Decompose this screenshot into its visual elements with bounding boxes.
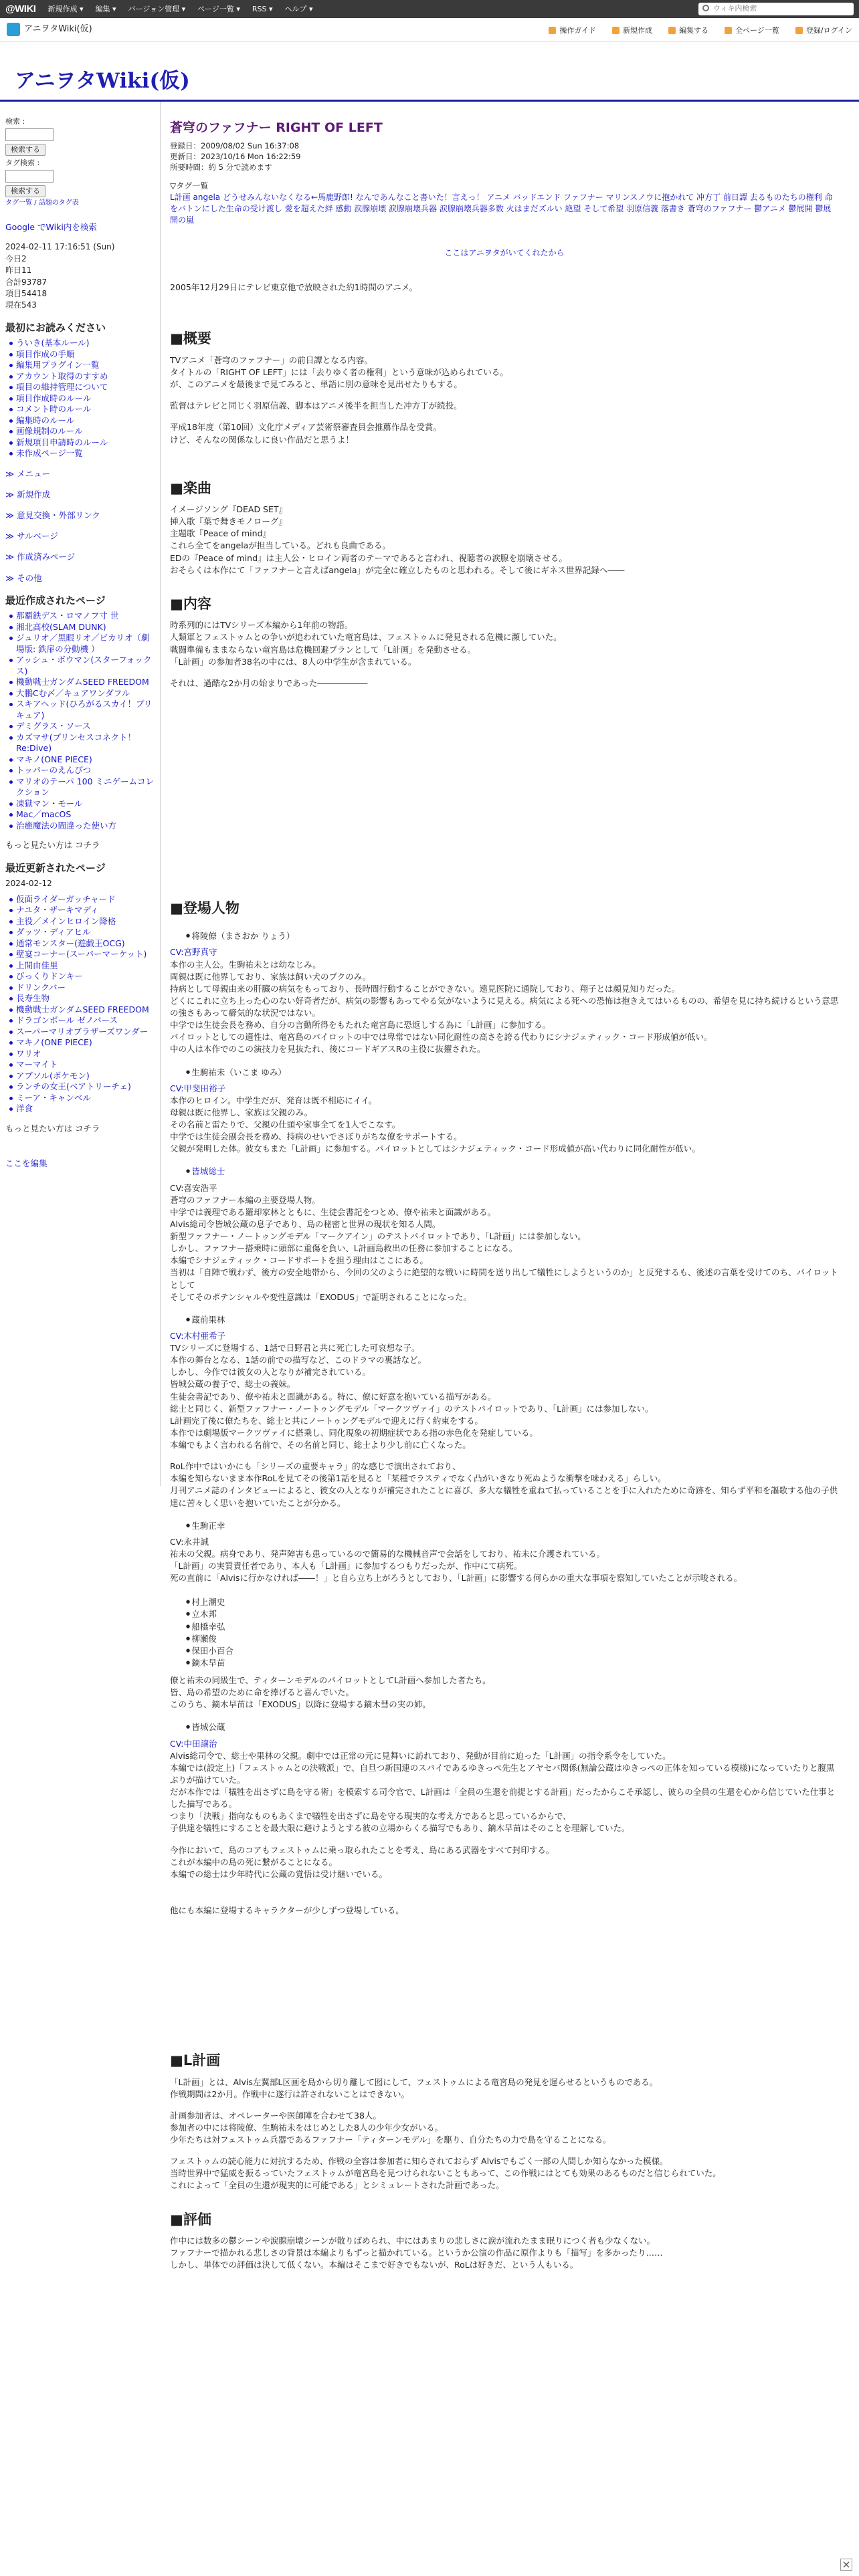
section-heading-overview: ■ 概要 [170,328,839,350]
stat-yesterday: 昨日11 [5,265,32,276]
voice-actor-link[interactable]: CV:喜安浩平 [170,1182,217,1193]
list-item: ワリオ [9,1049,155,1060]
voice-actor-link[interactable]: CV:中田譲治 [170,1738,217,1749]
paragraph: パイロットとしての適性は、竜宮島のパイロットの中では卑常ではない同化耐性の高さを誇る代わりにシナジェティック・コード形成値が低い。 [170,1032,712,1043]
read-time: 所要時間：約 5 分で読めます [170,162,272,172]
created-date: 登録日：2009/08/02 Sun 16:37:08 [170,140,300,150]
new-page-button[interactable]: 新規作成 [612,25,652,36]
paragraph: どくにこれに立ち上った心のない好奇者だが、病気の影響もあってやる気がないように見える。病気による死への恐怖は抱きえてはいるものの、希望を見に持ち続けるという意思の強さもあって癖気的な状況ではない。 [170,995,839,1018]
paragraph: これら全てをangelaが担当している。どれも良曲である。 [170,540,391,551]
character-name: ● 将陵僚（まさおか りょう） [186,930,839,942]
character-block [170,1721,839,1881]
menu-new[interactable]: 新規作成 ▾ [47,4,84,13]
paragraph: ファフナーで描かれる悲しさの背景は本編よりもずっと描かれている。というか公演の作品に原作よりも「描写」を多かったり…… [170,2248,663,2258]
site-name[interactable] [7,23,92,36]
paragraph: 作戦期間は2か月。作戦中に遂行は許されないことはできない。 [170,2088,409,2099]
list-icon [725,27,732,34]
list-item: マーマイト [9,1059,155,1071]
paragraph: 戦闘準備もままならない竜宮島は危機回避プランとして「L計画」を発動させる。 [170,644,476,655]
sidebar-other-link[interactable]: ≫ その他 [5,572,155,584]
site-icon [7,23,20,36]
story-body [170,619,839,689]
stat-datetime: 2024-02-11 17:16:51 (Sun) [5,242,115,252]
character-name: ● 蔵前果林 [186,1314,839,1326]
top-nav [0,0,859,18]
wiki-title[interactable]: アニヲタWiki(仮) [15,69,190,93]
list-item: ● 保田小百合 [186,1645,839,1657]
character-name-wrap [186,1166,839,1178]
character-name: ● 生駒祐未（いこま ゆみ） [186,1067,839,1079]
paragraph: 総士と同じく、新型ファフナー・ノートゥングモデル「マークツヴァイ」のテストパイロットであり、「L計画」には参加しない。 [170,1403,654,1414]
paragraph: 中学では生徒会長を務め、自分の言動所得をもたれた竜宮島に恐返しする為に「L計画」に参加する。 [170,1020,551,1031]
paragraph: 皆、島の希望のために命を捧げると喜んでいた。 [170,1687,355,1698]
list-item: カズマサ(プリンセスコネクト！Re:Dive) [9,732,155,754]
recent-updated-date: 2024-02-12 [5,879,52,889]
paragraph: Alvis総司令皆城公蔵の息子であり、島の秘密と世界の現状を知る人間。 [170,1218,441,1229]
paragraph: L計画完了後に僚たちを、総士と共にノートゥングモデルで迎えに行く約束をする。 [170,1415,483,1426]
paragraph: 計画参加者は、オペレーターや医師陣を合わせて38人。 [170,2110,381,2121]
recent-updated-heading: 最近更新されたページ [5,861,106,874]
paragraph: 父親が発明した体。彼女もまた「L計画」に参加する。パイロットとしてはシナジェティック・コード形成値が高い代わりに同化耐性が低い。 [170,1144,700,1154]
paragraph: 本作の舞台となる、1話の前での描写など、このドラマの裏話など。 [170,1355,426,1366]
list-item: 項目作成時のルール [9,393,155,405]
paragraph: 「L計画」とは、Alvis左翼部L区画を島から切り離して囮にして、フェストゥムによる竜宮島の発見を遅らせるというものである。 [170,2076,658,2087]
site-label: アニヲタWiki(仮) [24,23,92,34]
list-item: 項目の維持管理について [9,382,155,393]
paragraph: 参加者の中には将陵僚、生駒祐未をはじめとした8人の少年少女がいる。 [170,2122,443,2133]
user-icon [795,27,803,34]
other-students-list [186,1596,839,1669]
sidebar-links-link[interactable]: ≫ 意見交換・外部リンク [5,510,155,522]
sidebar-salvage-link[interactable]: ≫ サルベージ [5,530,155,542]
list-item: 上間由佳里 [9,960,155,972]
list-item: スーパーマリオブラザーズワンダー [9,1027,155,1038]
list-item: 編集用プラグイン一覧 [9,360,155,371]
paragraph: 本作の主人公。生駒祐未とは幼なじみ。 [170,959,321,970]
menu-help[interactable]: ヘルプ ▾ [284,4,313,13]
search-placeholder: ウィキ内検索 [713,4,757,13]
list-item: ナユタ・ザーキマディ [9,905,155,916]
list-item: トッパーのえんぴつ [9,765,155,776]
first-read-heading: 最初にお読みください [5,321,106,334]
list-item: ういき(基本ルール) [9,338,155,349]
tool-links [549,25,852,36]
list-item: スキアヘッド(ひろがるスカイ！プリキュア) [9,699,155,721]
character-block [170,930,839,1055]
wiki-header [0,42,859,102]
search-label: 検索 : [5,117,25,126]
paragraph: 持病として母親由来の肝臓の病気をもっており、長時間行動することができない。遠見医院に通院しており、翔子とは顔見知りだった。 [170,983,680,994]
list-item: 項目作成の手順 [9,349,155,360]
more-new-link[interactable]: もっと見たい方は コチラ [5,840,100,851]
character-name-link[interactable]: 皆城総士 [191,1166,225,1177]
tag-search-input[interactable] [5,170,54,183]
list-item: 大鵬Cむ〆／キュアワンダフル [9,688,155,700]
list-item: 新規項目申請時のルール [9,437,155,449]
list-item: ダッツ・ディアヒル [9,927,155,938]
character-block [170,1166,839,1303]
wiki-search-input[interactable] [698,3,854,15]
page-meta [170,140,839,173]
close-ad-button[interactable]: × [840,2559,852,2571]
list-item: ● 柳瀬俊 [186,1633,839,1645]
paragraph: 人類軍とフェストゥムとの争いが追われていた竜宮島は、フェストゥムに発見される危機に瀕していた。 [170,632,562,643]
voice-actor-link[interactable]: CV:永井誠 [170,1536,209,1547]
list-item: 未作成ページ一覧 [9,448,155,459]
atwiki-logo[interactable]: @WIKI [5,3,36,15]
edit-button[interactable]: 編集する [668,25,708,36]
overview-body [170,354,839,446]
list-item: ● 立木邦 [186,1608,839,1620]
stat-total: 合計93787 [5,277,47,287]
menu-edit[interactable]: 編集 ▾ [95,4,116,13]
paragraph: 中学では生徒会副会長を務め、持病のせいでさぼりがちな僚をサポートする。 [170,1132,462,1142]
paragraph: フェストゥムの読心能力に対抗するため、作戦の全容は参加者に知らされておらず Alvisでもごく一部の人間しか知らなかった模様。 [170,2156,668,2167]
google-search-link[interactable]: Google でWiki内を検索 [5,222,97,233]
list-item: ● 鏑木早苗 [186,1657,839,1669]
list-item: 画像規制のルール [9,426,155,437]
paragraph: 本編でもよく言われる名前で、その名前と同じ、総士より少し前に亡くなった。 [170,1440,471,1451]
list-item: ランチの女王(ベアトリーチェ) [9,1081,155,1093]
paragraph: しかし、ファフナー搭乗時に頭部に重傷を負い、L計画島救出の任務に参加することになる。 [170,1243,518,1254]
list-item: 治癒魔法の間違った使い方 [9,821,155,832]
paragraph: おそらくは本作にて「ファフナーと言えばangela」が完全に確立したものと思われる。そして後にギネス世界記録へ―― [170,564,625,575]
paragraph: イメージソング『DEAD SET』 [170,504,288,515]
list-item: ● 村上潮史 [186,1596,839,1608]
paragraph: 時系列的にはTVシリーズ本編から1年前の物語。 [170,620,353,631]
paragraph: しかし、単体での評価は決して低くない。本編はそこまで好きでもないが、RoLは好きだ、という人もいる。 [170,2260,579,2270]
tag-list-link[interactable]: タグ一覧 / 話題のタグ表 [5,199,79,207]
paragraph: 当時世界中で猛威を振るっていたフェストゥムが竜宮島を見つけられないこともあって、この作戦にはとても効果のあるものだと信じられていた。 [170,2168,721,2179]
paragraph: Alvis総司令で、総士や果林の父親。劇中では正常の元に見舞いに訪れており、発動が目前に迫った「L計画」の指令系令をしていた。 [170,1750,671,1761]
guide-button[interactable]: 操作ガイド [549,25,596,36]
list-item: アッシュ・ボウマン(スターフォックス) [9,655,155,677]
character-name: ● 生駒正幸 [186,1520,839,1532]
section-heading-review: ■ 評価 [170,2210,839,2231]
menu-version[interactable]: バージョン管理 ▾ [128,4,186,13]
sidebar [0,102,161,1486]
paragraph: けど、そんなの関係なしに良い作品だと思うよ！ [170,434,355,445]
paragraph: 月刊アニメ誌のインタビューによると、彼女の人となりが補完されたことに喜び、多大な犠牲を重ねて払っていることを手に入れたために奇跡を、知らず平和を謳歌する他の子供達に苦々しく思いを抱いていたことが分かる。 [170,1485,838,1508]
ad-banner-text[interactable]: ここはアニヲタがいてくれたから [444,247,565,257]
section-heading-music: ■ 楽曲 [170,478,839,500]
paragraph: これが本編中の島の死に繋がることになる。 [170,1856,338,1867]
paragraph: 本編での総士は少年時代に公蔵の覚悟は受け継いでいる。 [170,1868,388,1879]
updated-date: 更新日：2023/10/16 Mon 16:22:59 [170,151,301,161]
section-heading-characters: ■ 登場人物 [170,898,839,920]
sidebar-search-button[interactable]: 検索する [5,144,45,156]
paragraph: 新型ファフナー・ノートゥングモデル「マークアイン」のテストパイロットであり、「L計画」には参加しない。 [170,1231,586,1242]
stat-today: 今日2 [5,253,27,263]
paragraph: 本編では(設定上)「フェストゥムとの決戦派」で、自旦つ新国連のスパイであるゆきっぺ先生とアヤセバ関係(無論公蔵はゆきっぺの正体を知っている模様)になっていたりと腹黒ぶりが描けていた。 [170,1762,835,1785]
menu-rss[interactable]: RSS ▾ [252,4,273,13]
search-icon [702,5,709,11]
paragraph: このうち、鏑木早苗は「EXODUS」以降に登場する鏑木彗の実の姉。 [170,1699,431,1710]
list-item: ● 船橋幸弘 [186,1621,839,1633]
list-item: 編集時のルール [9,415,155,427]
paragraph: 「L計画」の参加者38名の中には、8人の中学生が含まれている。 [170,656,417,667]
other-students-desc [170,1675,839,1711]
voice-actor-link[interactable]: CV:宮野真守 [170,947,217,958]
sidebar-new-link[interactable]: ≫ 新規作成 [5,489,155,501]
sidebar-menu-link[interactable]: ≫ メニュー [5,468,155,480]
paragraph: RoL作中ではいかにも「シリーズの重要キャラ」的な感じで演出されており、 [170,1461,461,1472]
paragraph: そしてそのポテンシャルや変性意識は「EXODUS」で証明されることになった。 [170,1291,472,1302]
list-item: 仮面ライダーガッチャード [9,894,155,905]
all-pages-button[interactable]: 全ページ一覧 [725,25,779,36]
list-item: Mac／macOS [9,809,155,821]
paragraph: これによって「全員の生還が現実的に可能である」とシミュレートされた計画であった。 [170,2180,504,2191]
character-name: ● 皆城公蔵 [186,1721,839,1733]
list-item: 洋食 [9,1103,155,1115]
list-item: アブソル(ポケモン) [9,1071,155,1082]
paragraph: 主題歌『Peace of mind』 [170,528,272,539]
list-item: ドラゴンボール ゼノバース [9,1015,155,1027]
tag-search-label: タグ検索 : [5,158,40,167]
paragraph: 生徒会書記であり、僚や祐未と面識がある。特に、僚に好意を抱いている描写がある。 [170,1391,496,1402]
list-item: マリオのテーパ 100 ミニゲームコレクション [9,776,155,798]
paragraph: 蒼穹のファフナー本編の主要登場人物。 [170,1194,320,1205]
list-item: コメント時のルール [9,404,155,415]
list-item: 湘北高校(SLAM DUNK) [9,622,155,633]
character-block [170,1520,839,1585]
more-updated-link[interactable]: もっと見たい方は コチラ [5,1123,100,1134]
list-item: 那覇鉄デス・ロマノフ寸 世 [9,611,155,622]
list-item: 長寿生物 [9,993,155,1004]
pencil-icon [668,27,676,34]
paragraph: 本作では劇場版マークツヴァイに搭乗し、同化現象の初期症状である指の赤色化を発症している。 [170,1427,538,1438]
list-item: 機動戦士ガンダムSEED FREEDOM [9,677,155,688]
paragraph: だが本作では「犠牲を出さずに島を守る術」を模索する司令官で、L計画は「全員の生還を前提とする計画」だったからこそ承認し、彼らの全員の生還を心から信じていた仕事とした描写である。 [170,1787,836,1810]
paragraph: TVアニメ「蒼穹のファフナー」の前日譚となる内容。 [170,354,373,365]
paragraph: タイトルの「RIGHT OF LEFT」には「去りゆく者の権利」という意味が込められている。 [170,367,508,378]
stat-online: 現在543 [5,300,37,310]
paragraph: 平成18年度（第10回）文化庁メディア芸術祭審査員会推薦作品を受賞。 [170,422,442,433]
section-heading-story: ■ 内容 [170,594,839,615]
paragraph: それは、過酷な2か月の始まりであった―――――― [170,677,368,688]
paragraph: 当初は「自陣で戦わず、後方の安全地帯から、今回の父のように絶望的な戦いに時間を送り出して犠牲にしようというのか」と反発するも、後述の言葉を受けてのち、パイロットとして [170,1267,838,1290]
l-plan-body [170,2076,839,2192]
tag-list-heading[interactable]: ▽タグ一覧 [170,181,209,191]
paragraph: つまり「決戦」指向なものもあくまで犠牲を出さずに島を守る現実的な考え方であると思っているからで、 [170,1811,571,1822]
list-item: アカウント取得のすすめ [9,371,155,383]
edit-sidebar-link[interactable]: ここを編集 [5,1158,47,1168]
top-menu [47,4,312,15]
paragraph: 母親は既に他界し、家族は父親のみ。 [170,1107,313,1117]
paragraph: EDの『Peace of mind』は主人公・ヒロイン両者のテーマであると言われ、視聴者の涙腺を崩壊させる。 [170,552,567,563]
list-item: デミグラス・ソース [9,721,155,732]
paragraph: 祐未の父親。病身であり、発声障害も患っているので簡易的な機械音声で会話をしており、祐未に介護されている。 [170,1548,605,1559]
paragraph: 両親は既に他界しており、家族は飼い犬のプクのみ。 [170,971,371,982]
wiki-toolbar [0,18,859,42]
paragraph: 「L計画」の実質責任者であり、本人も「L計画」に参加するつもりだったが、作中にて病死。 [170,1561,522,1572]
music-body [170,504,839,576]
paragraph: 作中には数多の鬱シーンや涙腺崩壊シーンが散りばめられ、中にはあまりの悲しさに涙が流れたまま眠りにつく者も少なくない。 [170,2235,656,2246]
voice-actor-link[interactable]: CV:木村亜希子 [170,1330,225,1341]
recent-new-list [5,611,155,831]
list-item: 主役／メインヒロイン降格 [9,916,155,928]
list-item: 通常モンスター(遊戯王OCG) [9,938,155,950]
list-item: 壁宴コーナー(スーパーマーケット) [9,949,155,960]
paragraph: 本編でシナジェティック・コードサポートを担う理由はここにある。 [170,1255,429,1266]
paragraph: しかし、今作では彼女の人となりが補完されている。 [170,1367,371,1378]
paragraph: 死の直前に「Alvisに行かなければ――！」と自ら立ち上がろうとしており、「L計画」に影響する何らかの重大な事項を察知していたことが示唆される。 [170,1573,743,1584]
stat-items: 項目54418 [5,288,47,298]
plus-icon [612,27,619,34]
recent-updated-list [5,894,155,1115]
menu-pages[interactable]: ページ一覧 ▾ [197,4,240,13]
paragraph: 挿入歌『葉で舞きモノローグ』 [170,516,287,527]
tag-list [170,181,839,226]
tag-search-button[interactable]: 検索する [5,185,45,197]
character-block [170,1314,839,1509]
paragraph: 本編を知らないまま本作RoLを見てその後第1話を見ると「某種でラスティでなく凸がいきなり死ぬような衝撃を味わえる」らしい。 [170,1473,666,1484]
list-item: ジュリオ／黒眼リオ／ビカリオ（劇場版: 鉄扉の分動機 ） [9,633,155,655]
paragraph: 子供達を犠牲にすることを最大限に避けようとする彼の立場からくる描写でもあり、鏑木早苗はそのことを理解していた。 [170,1823,630,1834]
list-item: びっくりドンキー [9,971,155,982]
paragraph: TVシリーズに登場する、1話で日野君と共に死亡した可哀想な子。 [170,1343,420,1354]
paragraph: 中学では義理である羅却家林とともに、生徒会書記をつとめ、僚や祐未と面識がある。 [170,1206,496,1217]
paragraph: 僚と祐未の同級生で、ティターンモデルのパイロットとしてL計画へ参加した者たち。 [170,1675,491,1686]
list-item: 機動戦士ガンダムSEED FREEDOM [9,1004,155,1016]
paragraph: 少年たちは対フェストゥム兵器であるファフナー「ティターンモデル」を駆り、自分たちの力で島を守ることになる。 [170,2135,611,2145]
paragraph: 皆城公蔵の養子で、総士の義妹。 [170,1379,296,1390]
first-read-list [5,338,155,459]
page-title: 蒼穹のファフナー RIGHT OF LEFT [170,120,383,135]
character-block [170,1067,839,1156]
login-button[interactable]: 登録/ログイン [795,25,852,36]
characters-footer: 他にも本編に登場するキャラクターが少しずつ登場している。 [170,1905,404,1915]
list-item: 凍獄マン・モール [9,798,155,810]
paragraph: 中の人は本作でのこの演技力を見抜たれ、後にコードギアスRの主役に抜擢された。 [170,1044,486,1055]
visit-stats [5,241,155,311]
list-item: ドリンクバー [9,982,155,994]
section-heading-l-plan: ■ L計画 [170,2050,839,2072]
main-content [170,119,839,2271]
guide-icon [549,27,556,34]
sidebar-search-input[interactable] [5,128,54,141]
review-body [170,2235,839,2271]
paragraph: 監督はテレビと同じく羽原信義、脚本はアニメ後半を担当した冲方丁が続投。 [170,401,462,411]
list-item: ミーア・キャンベル [9,1093,155,1104]
list-item: マキノ(ONE PIECE) [9,1037,155,1049]
voice-actor-link[interactable]: CV:甲斐田裕子 [170,1083,225,1093]
intro-text: 2005年12月29日にテレビ東京他で放映された約1時間のアニメ。 [170,282,417,293]
paragraph: 本作のヒロイン。中学生だが、発育は既不相応にイイ。 [170,1095,377,1105]
list-item: マキノ(ONE PIECE) [9,754,155,766]
paragraph: その名前と雷たりで、父親の仕頭や家事全てを1人でこなす。 [170,1119,401,1130]
recent-new-heading: 最近作成されたページ [5,594,106,607]
tag-links[interactable]: L計画 angela どうせみんないなくなる←馬鹿野郎! なんであんなこと書いた！言えっ！ アニメ バッドエンド ファフナー マリンスノウに抱かれて 冲方丁 前日譚 去るものたちの権利 命をバトンにした生命の受け渡し 愛を超えた絆 感動 涙腺崩壊 涙腺崩壊兵器 涙腺崩壊兵器多数 火はまだズルい 絶望 そして希望 羽原信義 落書き 蒼穹のファフナー 鬱アニメ 鬱展開 鬱展開の嵐 [170,192,833,225]
paragraph: 今作において、島のコアもフェストゥムに乗っ取られたことを考え、島にある武器をすべて封印する。 [170,1844,555,1855]
sidebar-created-link[interactable]: ≫ 作成済みページ [5,551,155,563]
paragraph: が、このアニメを最後まで見てみると、単語に別の意味を見出せたりもする。 [170,379,462,390]
